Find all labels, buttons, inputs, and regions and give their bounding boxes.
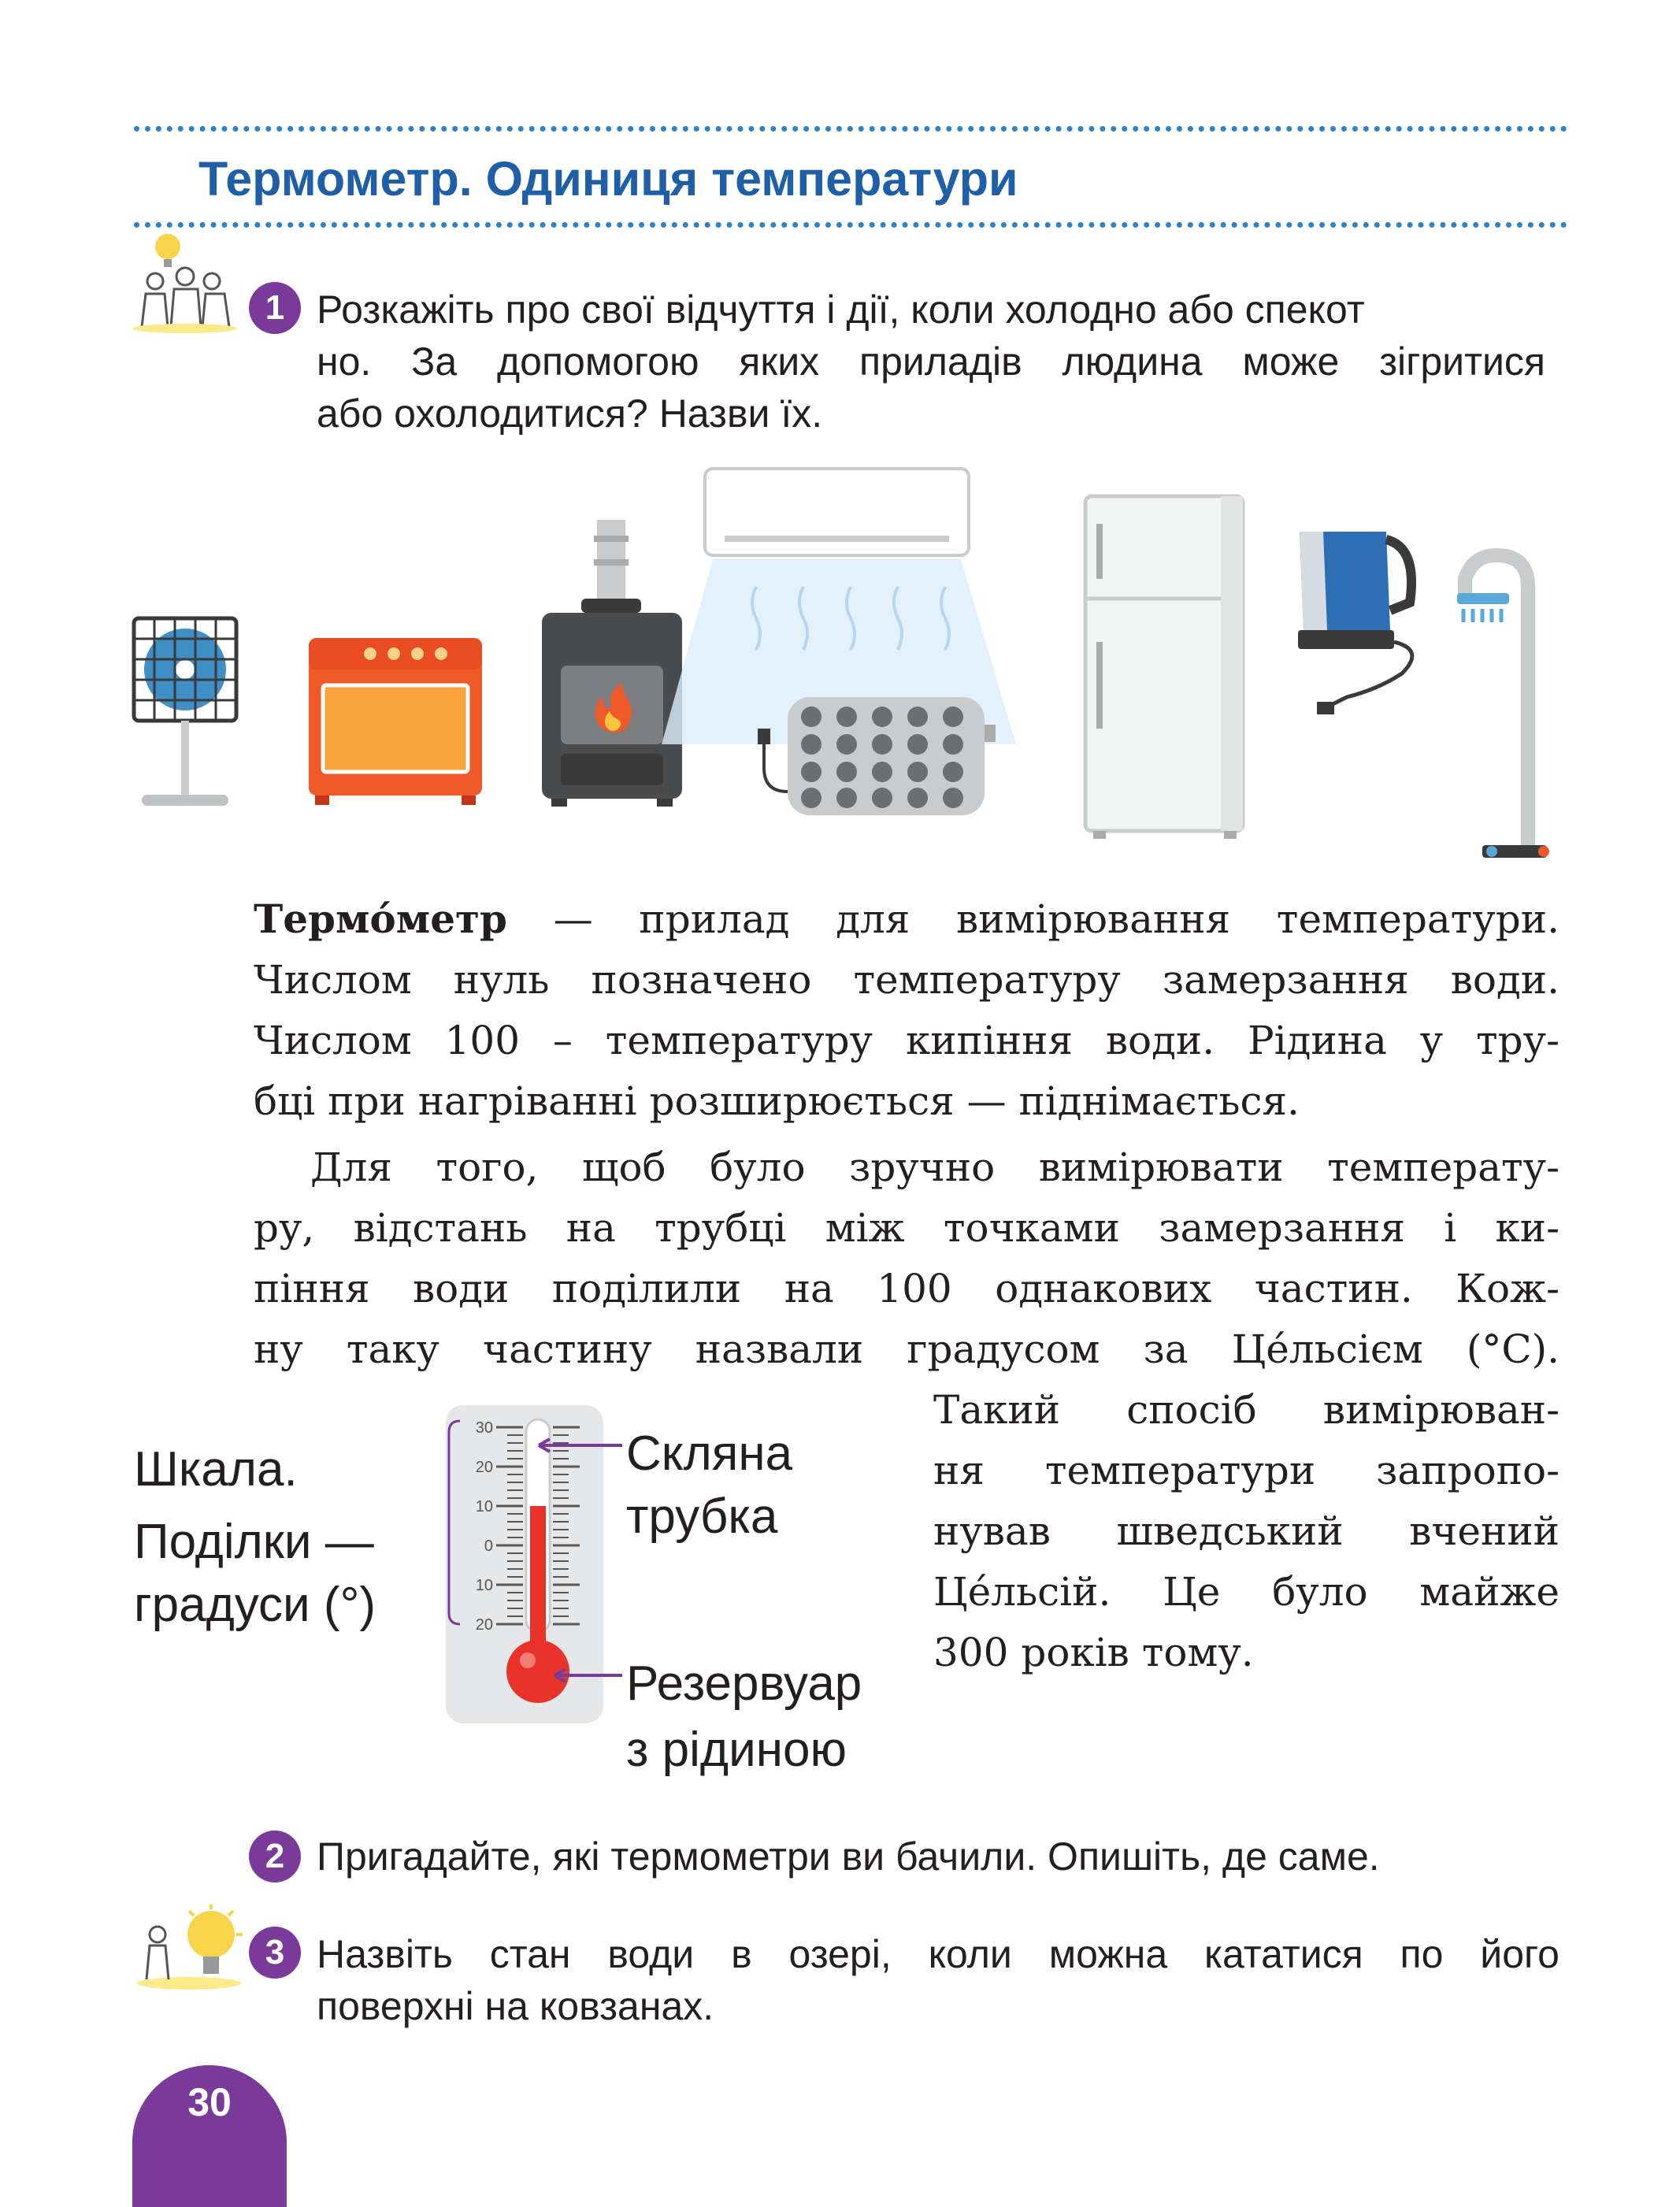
celsius-line: ру, відстань на трубці між точками замерзання і ки- — [254, 1205, 1559, 1251]
scale-tick-label: 10 — [475, 1498, 493, 1515]
degrees-label: градуси (°) — [134, 1578, 376, 1632]
scale-label: Шкала. — [134, 1442, 298, 1497]
scale-tick-label: 30 — [475, 1419, 493, 1437]
scale-tick-label: 20 — [475, 1459, 493, 1476]
group-discussion-icon — [130, 232, 240, 339]
definition-line: Числом нуль позначено температуру замерзання води. — [254, 957, 1559, 1003]
history-line: нував шведський вчений — [933, 1508, 1559, 1554]
fan-icon — [134, 618, 236, 806]
scale-tick-label: 0 — [484, 1537, 493, 1555]
stove-icon — [309, 638, 482, 805]
definition-line: — прилад для вимірювання температури. — [506, 896, 1559, 942]
task-1-line: но. За допомогою яких приладів людина може зігритися — [317, 339, 1545, 384]
lightbulb-idea-icon — [134, 1905, 244, 1995]
celsius-paragraph — [254, 1137, 1559, 1380]
shower-icon — [1457, 555, 1549, 858]
divisions-label: Поділки — — [134, 1515, 374, 1569]
history-line: Такий спосіб вимірюван- — [933, 1387, 1559, 1433]
reservoir-label: Резервуар — [626, 1656, 862, 1711]
refrigerator-icon — [1085, 496, 1243, 839]
definition-paragraph — [254, 888, 1559, 1132]
task-2-text: Пригадайте, які термометри ви бачили. Опишіть, де саме. — [317, 1834, 1380, 1879]
task-1-line: або охолодитися? Назви їх. — [317, 391, 823, 436]
celsius-line: Для того, щоб було зручно вимірювати температу- — [310, 1144, 1559, 1190]
radiator-icon — [758, 697, 996, 815]
task-3-text — [317, 1928, 1559, 2032]
history-line: ня температури запропо- — [933, 1448, 1559, 1493]
page-number: 30 — [187, 2080, 232, 2124]
kettle-icon — [1298, 532, 1412, 714]
top-dotted-rule — [134, 126, 1567, 132]
term-thermometer: Термо́метр — [254, 896, 507, 942]
task-2-badge: 2 — [249, 1831, 301, 1882]
task-1-text — [317, 284, 1545, 440]
page-title: Термометр. Одиниця температури — [198, 152, 1018, 206]
reservoir-label-2: з рідиною — [626, 1723, 847, 1777]
reservoir-pointer — [551, 1667, 622, 1687]
history-line: 300 років тому. — [933, 1630, 1254, 1675]
devices-illustration — [126, 461, 1575, 870]
history-line: Це́льсій. Це було майже — [933, 1569, 1559, 1615]
bottom-dotted-rule — [134, 222, 1567, 228]
definition-line: бці при нагріванні розширюється — піднімається. — [254, 1078, 1300, 1124]
definition-line: Числом 100 – температуру кипіння води. Рідина у тру- — [254, 1018, 1559, 1063]
task-3-line: Назвіть стан води в озері, коли можна кататися по його — [317, 1932, 1559, 1976]
tube-pointer — [536, 1437, 622, 1457]
history-paragraph — [933, 1380, 1559, 1683]
celsius-line: піння води поділили на 100 однакових частин. Кож- — [254, 1266, 1559, 1311]
glass-tube-label-2: трубка — [626, 1489, 778, 1544]
wood-stove-icon — [542, 520, 682, 807]
task-1-badge: 1 — [249, 282, 301, 334]
scale-tick-label: 20 — [475, 1616, 493, 1634]
celsius-line: ну таку частину назвали градусом за Це́льсієм (°С). — [254, 1326, 1559, 1372]
task-3-badge: 3 — [249, 1927, 301, 1979]
scale-tick-label: 10 — [475, 1577, 493, 1594]
task-1-line: Розкажіть про свої відчуття і дії, коли холодно або спекот — [317, 287, 1365, 332]
task-3-line: поверхні на ковзанах. — [317, 1984, 714, 2028]
glass-tube-label: Скляна — [626, 1426, 793, 1481]
